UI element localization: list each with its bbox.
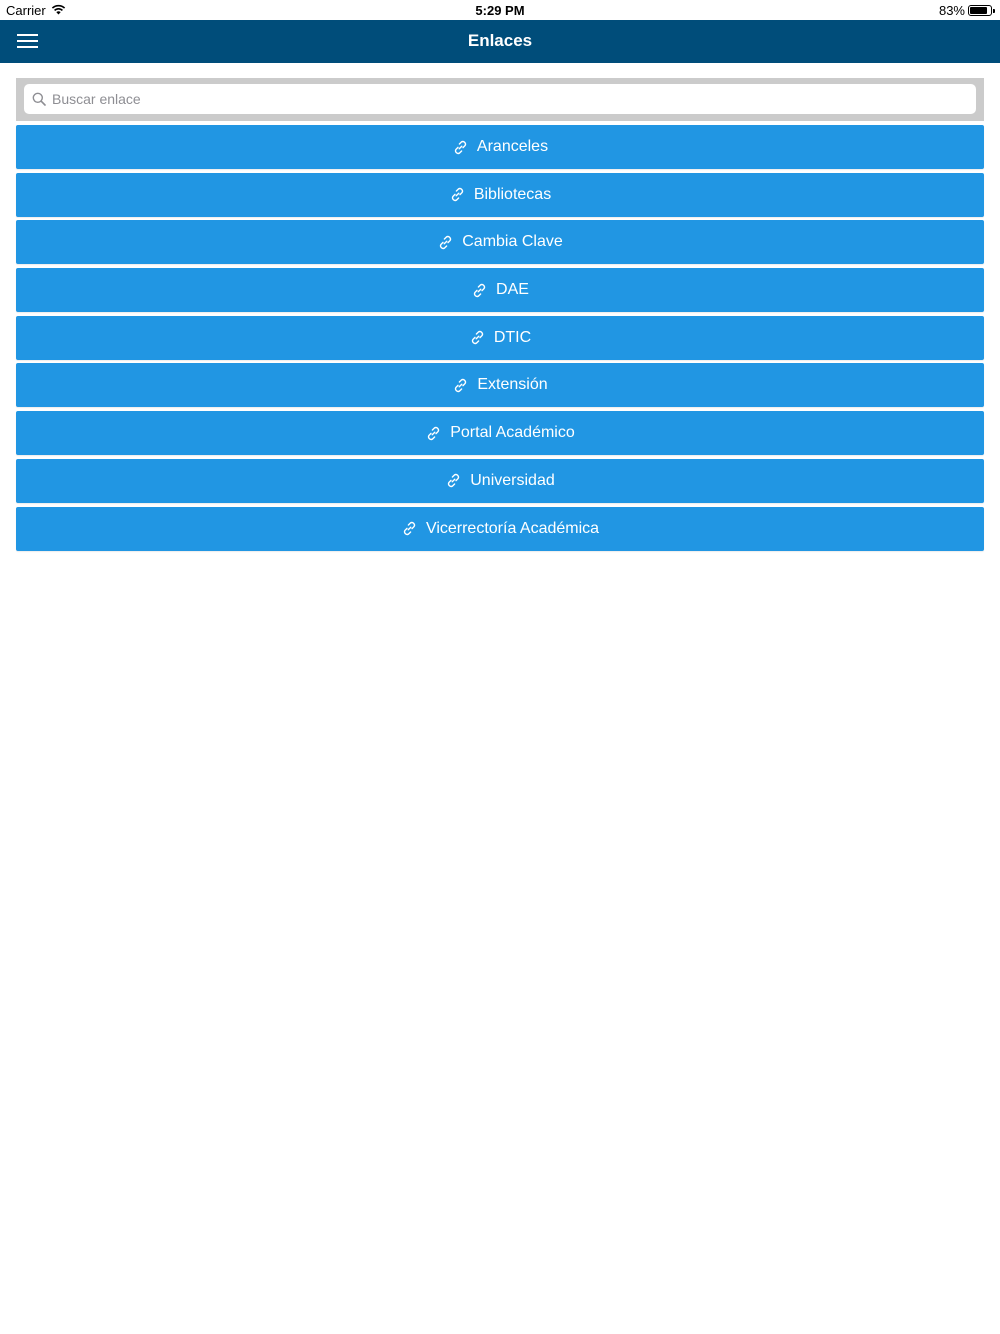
link-button-6[interactable] <box>16 411 984 455</box>
link-button-3[interactable] <box>16 268 984 312</box>
search-icon <box>32 92 46 106</box>
link-icon <box>401 520 418 537</box>
link-button-7[interactable] <box>16 459 984 503</box>
link-button-5[interactable] <box>16 363 984 407</box>
search-bar <box>16 78 984 121</box>
link-label: Cambia Clave <box>462 233 563 251</box>
battery-fill <box>970 7 987 14</box>
link-button-8[interactable] <box>16 507 984 551</box>
link-icon <box>469 329 486 346</box>
status-right <box>939 3 992 18</box>
link-label: Vicerrectoría Académica <box>425 519 600 537</box>
link-icon <box>425 425 442 442</box>
link-button-0[interactable] <box>16 125 984 169</box>
link-label: Extensión <box>477 376 548 394</box>
battery-percent: 83% <box>938 3 965 18</box>
search-box[interactable] <box>24 84 976 114</box>
battery-tip <box>993 9 995 13</box>
page-title: Enlaces <box>467 31 533 50</box>
carrier-label: Carrier <box>6 3 46 18</box>
status-bar <box>0 0 1000 20</box>
status-time: 5:29 PM <box>475 3 525 18</box>
link-icon <box>449 186 466 203</box>
link-button-1[interactable] <box>16 173 984 217</box>
link-label: Bibliotecas <box>473 185 552 203</box>
link-label: DTIC <box>493 328 532 346</box>
link-label: DAE <box>496 281 529 299</box>
battery-icon <box>968 5 992 16</box>
menu-button[interactable] <box>10 26 46 56</box>
search-input[interactable] <box>52 91 952 107</box>
link-label: Aranceles <box>476 138 549 155</box>
link-icon <box>471 282 488 299</box>
link-icon <box>452 377 469 394</box>
link-button-4[interactable] <box>16 316 984 360</box>
link-icon <box>437 234 454 251</box>
link-icon <box>452 139 469 156</box>
navigation-bar <box>0 20 1000 63</box>
link-label: Portal Académico <box>450 424 575 442</box>
link-icon <box>445 472 462 489</box>
links-list <box>16 125 984 554</box>
hamburger-menu-icon <box>10 26 46 56</box>
link-label: Universidad <box>470 471 555 489</box>
link-button-2[interactable] <box>16 220 984 264</box>
